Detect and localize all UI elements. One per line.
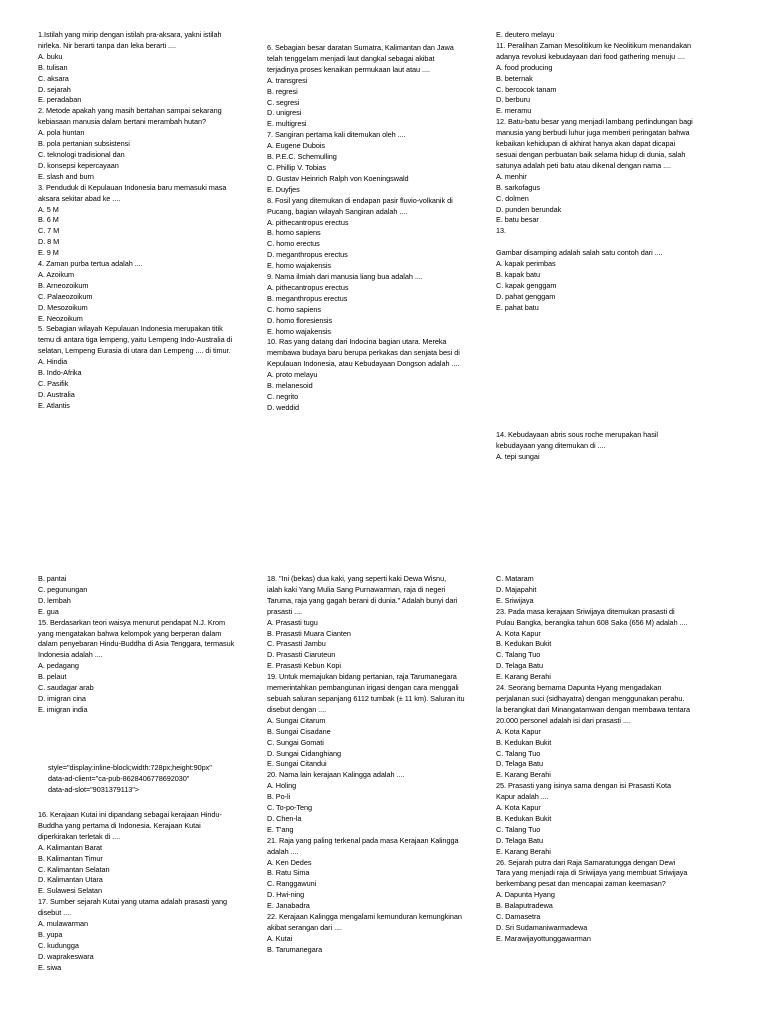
- text-line: 13.: [496, 226, 506, 236]
- column-3-top: [496, 30, 728, 314]
- column-1-bottom: [38, 574, 260, 716]
- text-line: E. Sriwijaya: [496, 595, 534, 605]
- text-line: B. yupa: [38, 929, 63, 939]
- text-line: B. 6 M: [38, 215, 59, 225]
- text-line: E. Sungai Citandui: [267, 759, 327, 769]
- text-line: [496, 237, 728, 248]
- text-line: B. Sungai Cisadane: [267, 726, 331, 736]
- text-line: memerintahkan pembangunan irigasi dengan cara menggali: [267, 683, 459, 693]
- text-line: C. Kalimantan Selatan: [38, 864, 110, 874]
- text-line: yang mengatakan bahwa kelompok yang berperan dalam: [38, 628, 222, 638]
- text-line: Kapur adalah ....: [496, 792, 549, 802]
- text-line: D. Sungai Cidanghiang: [267, 748, 341, 758]
- text-line: A. Prasasti tugu: [267, 617, 318, 627]
- text-line: C. Prasasti Jambu: [267, 639, 326, 649]
- text-line: A. Kota Kapur: [496, 803, 541, 813]
- text-line: C. dolmen: [496, 193, 529, 203]
- text-line: B. Balaputradewa: [496, 901, 553, 911]
- text-line: A. menhir: [496, 171, 527, 181]
- text-line: A. Eugene Dubois: [267, 141, 326, 151]
- text-line: E. homo wajakensis: [267, 261, 331, 271]
- text-line: E. Prasasti Kebun Kopi: [267, 661, 341, 671]
- text-line: kebaikan kehidupan di akhirat hanya akan dapat dicapai: [496, 139, 676, 149]
- text-line: E. Duyfjes: [267, 184, 300, 194]
- text-line: E. Atlantis: [38, 400, 70, 410]
- text-line: E. Marawijayottunggawarman: [496, 933, 591, 943]
- text-line: D. Hwi-ning: [267, 890, 305, 900]
- text-line: 24. Seorang bernama Dapunta Hyang mengadakan: [496, 683, 662, 693]
- text-line: D. Telaga Batu: [496, 759, 544, 769]
- text-line: kebiasaan manusia dalam bertani merambah hutan?: [38, 117, 207, 127]
- text-line: 15. Berdasarkan teori waisya menurut pendapat N.J. Krom: [38, 617, 226, 627]
- text-line: 19. Untuk memajukan bidang pertanian, raja Tarumanegara: [267, 672, 457, 682]
- text-line: prasasti ....: [267, 606, 303, 616]
- text-line: C. kudungga: [38, 940, 79, 950]
- text-line: B. melanesoid: [267, 381, 313, 391]
- text-line: perjalanan suci (sidhayatra) dengan menggunakan perahu.: [496, 693, 685, 703]
- text-line: A. food producing: [496, 62, 553, 72]
- text-line: C. Ranggawuni: [267, 879, 317, 889]
- text-line: A. pithecantropus erectus: [267, 217, 349, 227]
- text-line: D. berburu: [496, 95, 530, 105]
- text-line: A. buku: [38, 51, 63, 61]
- text-line: nirleka. Nir berarti tanpa dan leka berarti ....: [38, 40, 176, 50]
- text-line: manusia yang berbudi luhur juga memberi peringatan bahwa: [496, 128, 690, 138]
- text-line: kebudayaan yang ditemukan di ....: [496, 440, 606, 450]
- text-line: E. T'ang: [267, 824, 294, 834]
- text-line: disebut dengan ....: [267, 704, 327, 714]
- text-line: A. Ken Dedes: [267, 857, 312, 867]
- text-line: dalam penyebaran Hindu-Buddha di Asia Tenggara, termasuk: [38, 639, 235, 649]
- text-line: 2. Metode apakah yang masih bertahan sampai sekarang: [38, 106, 222, 116]
- text-line: C. aksara: [38, 73, 69, 83]
- text-line: B. Arneozoikum: [38, 280, 89, 290]
- text-line: A. Kutai: [267, 933, 293, 943]
- text-line: D. meganthropus erectus: [267, 250, 348, 260]
- text-line: A. kapak perimbas: [496, 259, 556, 269]
- text-line: 16. Kerajaan Kutai ini dipandang sebagai kerajaan Hindu-: [38, 810, 222, 819]
- text-line: B. pola pertanian subsistensi: [38, 139, 130, 149]
- text-line: C. Sungai Gomati: [267, 737, 324, 747]
- text-line: B. Kalimantan Timur: [38, 853, 103, 863]
- text-line: B. sarkofagus: [496, 182, 540, 192]
- text-line: B. Ratu Sima: [267, 868, 310, 878]
- text-line: 11. Peralihan Zaman Mesolitikum ke Neolitikum menandakan: [496, 40, 691, 50]
- text-line: ialah kaki Yang Mulia Sang Purnawarman, raja di negeri: [267, 584, 446, 594]
- text-line: B. Kedukan Bukit: [496, 813, 552, 823]
- text-line: A. Kota Kapur: [496, 726, 541, 736]
- text-line: berkembang pesat dan mencapai zaman keemasan?: [496, 879, 666, 889]
- text-line: E. slash and burn: [38, 171, 94, 181]
- text-line: 3. Penduduk di Kepulauan Indonesia baru memasuki masa: [38, 182, 227, 192]
- text-line: D. homo floresiensis: [267, 315, 333, 325]
- text-line: E. imigran india: [38, 704, 88, 714]
- text-line: C. homo erectus: [267, 239, 320, 249]
- text-line: D. Telaga Batu: [496, 661, 544, 671]
- column-1-q16: [38, 810, 260, 974]
- text-line: E. Karang Berahi: [496, 770, 551, 780]
- text-line: A. Holing: [267, 781, 297, 791]
- text-line: selatan, Lempeng Eurasia di utara dan Lempeng .... di timur.: [38, 346, 231, 356]
- text-line: D. punden berundak: [496, 204, 562, 214]
- text-line: D. Majapahit: [496, 584, 537, 594]
- text-line: 17. Sumber sejarah Kutai yang utama adalah prasasti yang: [38, 897, 228, 907]
- column-1-top: [38, 30, 260, 412]
- text-line: E. Janabadra: [267, 901, 310, 911]
- text-line: style="display:inline-block;width:728px;height:90px": [48, 763, 212, 772]
- text-line: C. Palaeozoikum: [38, 291, 93, 301]
- text-line: 22. Kerajaan Kalingga mengalami kemunduran kemungkinan: [267, 912, 462, 922]
- text-line: E. homo wajakensis: [267, 326, 331, 336]
- text-line: B. pantai: [38, 574, 67, 583]
- text-line: C. pegunungan: [38, 584, 88, 594]
- text-line: data-ad-client="ca-pub-8628406778692030": [48, 773, 190, 783]
- text-line: sebuah saluran sepanjang 6112 tumbak (± 11 km). Saluran itu: [267, 693, 465, 703]
- text-line: A. transgresi: [267, 75, 308, 85]
- text-line: E. 9 M: [38, 248, 59, 258]
- text-line: B. P.E.C. Schemulling: [267, 152, 337, 162]
- text-line: C. teknologi tradisional dan: [38, 149, 125, 159]
- text-line: Tara yang menjadi raja di Sriwijaya yang membuat Sriwijaya: [496, 868, 688, 878]
- text-line: Gambar disamping adalah salah satu contoh dari ....: [496, 248, 663, 258]
- text-line: C. Talang Tuo: [496, 748, 541, 758]
- text-line: D. Mesozoikum: [38, 302, 88, 312]
- text-line: C. Damasetra: [496, 912, 541, 922]
- text-line: aksara sekitar abad ke ....: [38, 193, 121, 203]
- text-line: E. Sulawesi Selatan: [38, 886, 102, 896]
- text-line: E. gua: [38, 606, 59, 616]
- text-line: Pulau Bangka, berangka tahun 608 Saka (656 M) adalah ....: [496, 617, 688, 627]
- text-line: 1.Istilah yang mirip dengan istilah pra-aksara, yakni istilah: [38, 30, 222, 39]
- text-line: B. homo sapiens: [267, 228, 321, 238]
- text-line: 26. Sejarah putra dari Raja Samaratungga dengan Dewi: [496, 857, 676, 867]
- text-line: A. pedagang: [38, 661, 79, 671]
- text-line: Kepulauan Indonesia, atau Kebudayaan Dongson adalah ....: [267, 359, 460, 369]
- text-line: A. Dapunta Hyang: [496, 890, 555, 900]
- text-line: D. weddid: [267, 402, 299, 412]
- text-line: A. pola huntan: [38, 128, 85, 138]
- text-line: E. peradaban: [38, 95, 82, 105]
- text-line: C. Mataram: [496, 574, 534, 583]
- text-line: 23. Pada masa kerajaan Sriwijaya ditemukan prasasti di: [496, 606, 675, 616]
- text-line: 25. Prasasti yang isinya sama dengan isi Prasasti Kota: [496, 781, 671, 791]
- text-line: A. 5 M: [38, 204, 59, 214]
- text-line: 20. Nama lain kerajaan Kalingga adalah ....: [267, 770, 405, 780]
- text-line: B. Kedukan Bukit: [496, 737, 552, 747]
- text-line: D. Chen-la: [267, 813, 302, 823]
- text-line: C. Talang Tuo: [496, 650, 541, 660]
- text-line: A. pithecantropus erectus: [267, 282, 349, 292]
- text-line: adalah ....: [267, 846, 299, 856]
- text-line: C. Phillip V. Tobias: [267, 162, 327, 172]
- text-line: A. tepi sungai: [496, 451, 540, 461]
- text-line: telah tenggelam menjadi laut dangkal sebagai akibat: [267, 53, 435, 63]
- text-line: C. segresi: [267, 97, 300, 107]
- text-line: E. siwa: [38, 962, 62, 972]
- text-line: B. Prasasti Muara Cianten: [267, 628, 351, 638]
- text-line: Indonesia adalah ....: [38, 650, 103, 660]
- text-line: 4. Zaman purba tertua adalah ....: [38, 259, 143, 269]
- text-line: satunya adalah peti batu atau dikenal dengan nama ....: [496, 160, 671, 170]
- text-line: 18. "Ini (bekas) dua kaki, yang seperti kaki Dewa Wisnu,: [267, 574, 447, 583]
- text-line: D. imigran cina: [38, 693, 86, 703]
- text-line: A. Hindia: [38, 357, 68, 367]
- text-line: 6. Sebagian besar daratan Sumatra, Kalimantan dan Jawa: [267, 43, 454, 52]
- text-line: 14. Kebudayaan abris sous roche merupakan hasil: [496, 430, 658, 439]
- text-line: C. Talang Tuo: [496, 824, 541, 834]
- text-line: B. regresi: [267, 86, 298, 96]
- text-line: A. Kalimantan Barat: [38, 842, 102, 852]
- text-line: D. Sri Sudamaniwarmadewa: [496, 923, 588, 932]
- text-line: 21. Raja yang paling terkenal pada masa Kerajaan Kalingga: [267, 835, 459, 845]
- text-line: E. pahat batu: [496, 302, 539, 312]
- text-line: B. Tarumanegara: [267, 944, 323, 954]
- text-line: A. mulawarman: [38, 919, 89, 929]
- text-line: B. Indo-Afrika: [38, 368, 82, 378]
- text-line: C. Pasifik: [38, 379, 69, 388]
- text-line: D. lembah: [38, 595, 71, 605]
- text-line: D. Australia: [38, 389, 75, 399]
- text-line: Buddha yang pertama di Indonesia. Kerajaan Kutai: [38, 820, 201, 830]
- text-line: B. tulisan: [38, 62, 68, 72]
- text-line: A. proto melayu: [267, 370, 318, 380]
- text-line: B. kapak batu: [496, 269, 540, 279]
- text-line: A. Azoikum: [38, 269, 74, 279]
- text-line: D. 8 M: [38, 237, 60, 247]
- column-2-bottom: [267, 574, 489, 956]
- text-line: D. sejarah: [38, 84, 71, 94]
- column-3-bottom: [496, 574, 728, 945]
- text-line: E. Karang Berahi: [496, 846, 551, 856]
- text-line: sesuai dengan perbuatan baik selama hidup di dunia, salah: [496, 149, 686, 159]
- text-line: D. pahat genggam: [496, 291, 556, 301]
- text-line: 7. Sangiran pertama kali ditemukan oleh ....: [267, 130, 406, 140]
- text-line: adanya revolusi kebudayaan dari food gathering menuju ....: [496, 51, 685, 61]
- text-line: la berangkat dari Minangatamwan dengan membawa tentara: [496, 704, 691, 714]
- text-line: membawa budaya baru berupa perkakas dan senjata besi di: [267, 348, 460, 358]
- text-line: E. Karang Berahi: [496, 672, 551, 682]
- text-line: C. To-po-Teng: [267, 803, 313, 813]
- text-line: D. Prasasti Ciaruteun: [267, 650, 336, 660]
- text-line: terjadinya proses kenaikan permukaan laut atau ....: [267, 64, 430, 74]
- text-line: D. Kalimantan Utara: [38, 875, 103, 885]
- text-line: disebut ....: [38, 908, 72, 918]
- text-line: 12. Batu-batu besar yang menjadi lambang perlindungan bagi: [496, 117, 693, 127]
- text-line: E. Neozoikum: [38, 313, 83, 323]
- text-line: Taruma, raja yang gagah berani di dunia." Adalah bunyi dari: [267, 595, 458, 605]
- text-line: D. unigresi: [267, 108, 302, 118]
- text-line: 10. Ras yang datang dari Indocina bagian utara. Mereka: [267, 337, 447, 347]
- text-line: E. meramu: [496, 106, 532, 116]
- text-line: B. pelaut: [38, 672, 67, 682]
- text-line: diperkirakan terletak di ....: [38, 831, 121, 841]
- text-line: temu di antara tiga lempeng, yaitu Lempeng Indo-Australia di: [38, 335, 233, 345]
- text-line: 8. Fosil yang ditemukan di endapan pasir fluvio-volkanik di: [267, 195, 453, 205]
- text-line: B. Po-li: [267, 792, 291, 802]
- text-line: B. meganthropus erectus: [267, 293, 348, 303]
- text-line: D. konsepsi kepercayaan: [38, 160, 119, 170]
- text-line: D. Gustav Heinrich Ralph von Koeningswald: [267, 173, 409, 183]
- text-line: D. Telaga Batu: [496, 835, 544, 845]
- text-line: Pucang, bagian wilayah Sangiran adalah ....: [267, 206, 408, 216]
- text-line: B. beternak: [496, 73, 533, 83]
- text-line: E. deutero melayu: [496, 30, 555, 39]
- text-line: C. homo sapiens: [267, 304, 322, 314]
- column-2-top: [267, 43, 489, 414]
- text-line: C. saudagar arab: [38, 683, 94, 693]
- text-line: C. bercocok tanam: [496, 84, 557, 94]
- text-line: 20.000 personel adalah isi dari prasasti ....: [496, 715, 631, 725]
- text-line: E. multigresi: [267, 119, 307, 129]
- text-line: data-ad-slot="9031379113">: [48, 784, 139, 794]
- text-line: C. negrito: [267, 392, 299, 401]
- text-line: C. 7 M: [38, 226, 60, 236]
- text-line: 9. Nama ilmiah dari manusia liang bua adalah ....: [267, 272, 423, 282]
- text-line: D. waprakeswara: [38, 951, 94, 961]
- column-3-q14: [496, 430, 728, 463]
- text-line: C. kapak genggam: [496, 280, 557, 290]
- text-line: akibat serangan dari ....: [267, 923, 343, 932]
- text-line: E. batu besar: [496, 215, 539, 225]
- text-line: A. Sungai Citarum: [267, 715, 326, 725]
- ad-code-text: [48, 763, 260, 796]
- text-line: B. Kedukan Bukit: [496, 639, 552, 649]
- text-line: 5. Sebagian wilayah Kepulauan Indonesia merupakan titik: [38, 324, 223, 334]
- text-line: A. Kota Kapur: [496, 628, 541, 638]
